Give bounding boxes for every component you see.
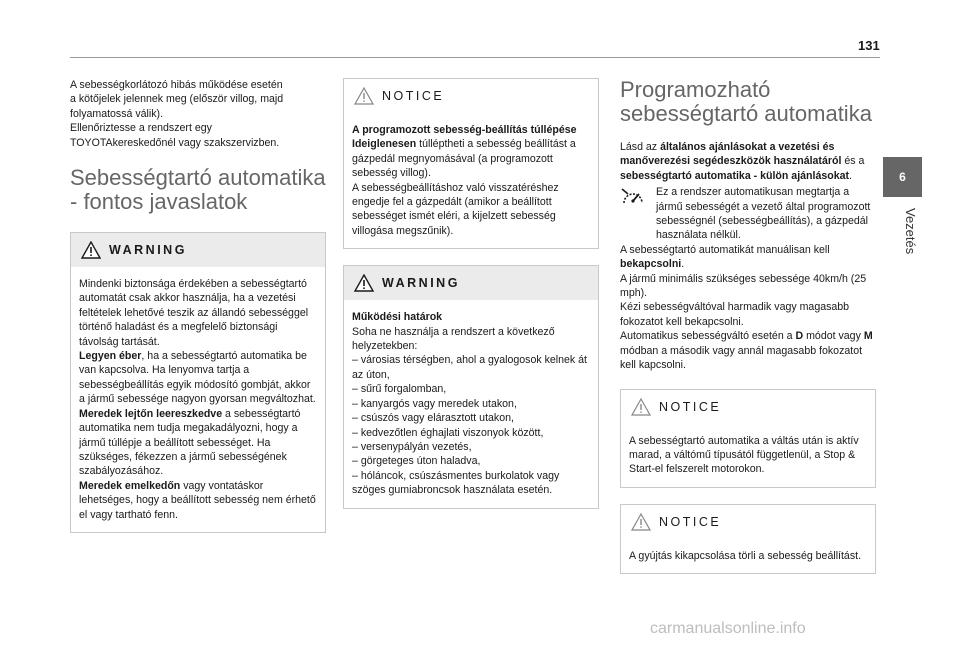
manual-activation [620,243,876,272]
text-span: és a [841,155,865,168]
bold-phrase: Működési határok [352,311,443,324]
chapter-tab[interactable]: 6 [883,157,922,197]
warning-header [71,233,325,267]
warning-icon [354,274,374,292]
intro-line: TOYOTAkereskedőnél vagy szakszervizben. [70,136,280,149]
bold-phrase: Legyen éber [79,350,142,363]
list-item: – sűrű forgalomban, [352,383,447,396]
list-item: – csúszós vagy elárasztott utakon, [352,412,514,425]
notice-body: A gyújtás kikapcsolása törli a sebesség beállítást. [629,549,862,562]
chapter-title: Vezetés [903,208,918,255]
bold-phrase: M [863,330,873,343]
notice-paragraph [352,137,590,180]
warning-label: WARNING [382,276,460,291]
notice-paragraph: A sebességbeállításhoz való visszatéréshez engedje fel a gázpedált (amikor a beállított sebességet ismét eléri, a kijelzett sebesség villogása megszűnik). [352,181,559,237]
reference-text [620,140,876,183]
notice-label: NOTICE [659,399,722,414]
warning-paragraph [79,349,317,407]
notice-header [621,390,875,424]
warning-body [344,300,598,507]
notice-box [620,389,876,488]
warning-icon [81,241,101,259]
list-item: – kanyargós vagy meredek utakon, [352,397,517,410]
bold-phrase: sebességtartó automatika - külön ajánlásokat [620,169,850,182]
notice-label: NOTICE [659,514,722,529]
notice-title [352,123,590,137]
intro-text [70,78,326,150]
bold-phrase: általános ajánlásokat a vezetési és manőverezési segédeszközök használatáról [620,141,842,168]
notice-body [344,113,598,248]
min-speed: A jármű minimális szükséges sebessége 40km/h (25 mph). [620,272,867,300]
bold-phrase: bekapcsolni [620,258,682,271]
section-heading-programmable: Programozható sebességtartó automatika [620,77,872,126]
text-span: , ha a sebességtartó automatika be van kapcsolva. Ha lenyomva tartja a sebességbeállítás egyik módosító gombját, akkor a jármű sebessége nagyon gyorsan megváltozhat. [79,350,316,406]
auto-gear [620,329,876,372]
notice-box [343,78,599,249]
notice-icon [631,513,651,531]
warning-paragraph: Mindenki biztonsága érdekében a sebességtartó automatát csak akkor használja, ha a vezetési feltételek lehetővé teszik az állandó sebességgel történő haladást és a megfelelő biztonsági távolság tartását. [79,278,309,348]
warning-header [344,266,598,300]
text-span: módban a második vagy annál magasabb fokozatot kell kapcsolni. [620,344,863,372]
page-number: 131 [858,38,880,53]
intro-line: Ellenőriztesse a rendszert egy [70,122,212,135]
notice-header [621,505,875,539]
watermark: carmanualsonline.info [650,620,806,637]
warning-body [71,267,325,532]
bold-phrase: Ideiglenesen [352,138,417,151]
list-item: – kedvezőtlen éghajlati viszonyok között, [352,426,544,439]
bold-phrase: A programozott sebesség-beállítás túllépése [352,124,577,136]
notice-box [620,504,876,574]
warning-label: WARNING [109,243,187,258]
text-span: vagy vontatáskor lehetséges, hogy a beállított sebesség nem érhető el vagy tartható fenn. [79,479,316,521]
notice-label: NOTICE [382,89,445,103]
bold-phrase: D [795,330,804,343]
warning-box [343,265,599,508]
column-2 [343,78,599,525]
section-heading-tips: Sebességtartó automatika - fontos javaslatok [70,165,326,215]
warning-intro: Soha ne használja a rendszert a következő helyzetekben: [352,325,555,353]
text-span: . [681,258,685,271]
intro-line: A sebességkorlátozó hibás működése esetén [70,79,283,91]
text-span: a sebességtartó automatika nem tudja megakadályozni, hogy a jármű túllépje a beállított sebességet. Ha szükséges, fékezzen a jármű sebességének szabályozásához. [79,407,301,478]
intro-line: a kötőjelek jelennek meg (először villog, majd [70,93,284,106]
intro-line: folyamatossá válik). [70,107,164,120]
top-rule [70,57,880,58]
warning-paragraph [79,479,317,522]
notice-header [344,79,598,113]
warning-box [70,232,326,533]
bold-phrase: Meredek lejtőn leereszkedve [79,407,223,420]
column-1 [70,78,326,549]
notice-body: A sebességtartó automatika a váltás után is aktív marad, a váltómű típusától függetlenül, a Stop & Start-el felszerelt motorokon. [629,434,859,476]
list-item: – hóláncok, csúszásmentes burkolatok vagy szöges gumiabroncsok használata esetén. [352,469,560,497]
notice-icon [354,87,374,105]
cruise-description [620,185,876,243]
text-span: túlléptheti a sebesség beállítást a gázpedál megnyomásával (a programozott sebesség villog). [352,138,576,180]
list-item: – városias térségben, ahol a gyalogosok kelnek át az úton, [352,354,587,381]
text-span: A sebességtartó automatikát manuálisan kell [620,243,830,256]
text-span: . [849,169,852,182]
text-span: Lásd az [620,141,661,153]
text-span: Automatikus sebességváltó esetén a [620,330,796,343]
speedometer-icon [620,185,646,211]
bold-phrase: Meredek emelkedőn [79,479,181,492]
list-item: – görgeteges úton haladva, [352,455,481,468]
column-3 [620,78,876,590]
text-span: módot vagy [803,330,864,343]
warning-paragraph [79,407,317,479]
text-span: Ez a rendszer automatikusan megtartja a jármű sebességét a vezető által programozott sebességnél (sebességbeállítás), a gázpedál használata nélkül. [656,186,871,242]
list-item: – versenypályán vezetés, [352,440,472,453]
warning-title [352,310,590,324]
notice-icon [631,398,651,416]
manual-gear: Kézi sebességváltóval harmadik vagy magasabb fokozatot kell bekapcsolni. [620,301,850,328]
